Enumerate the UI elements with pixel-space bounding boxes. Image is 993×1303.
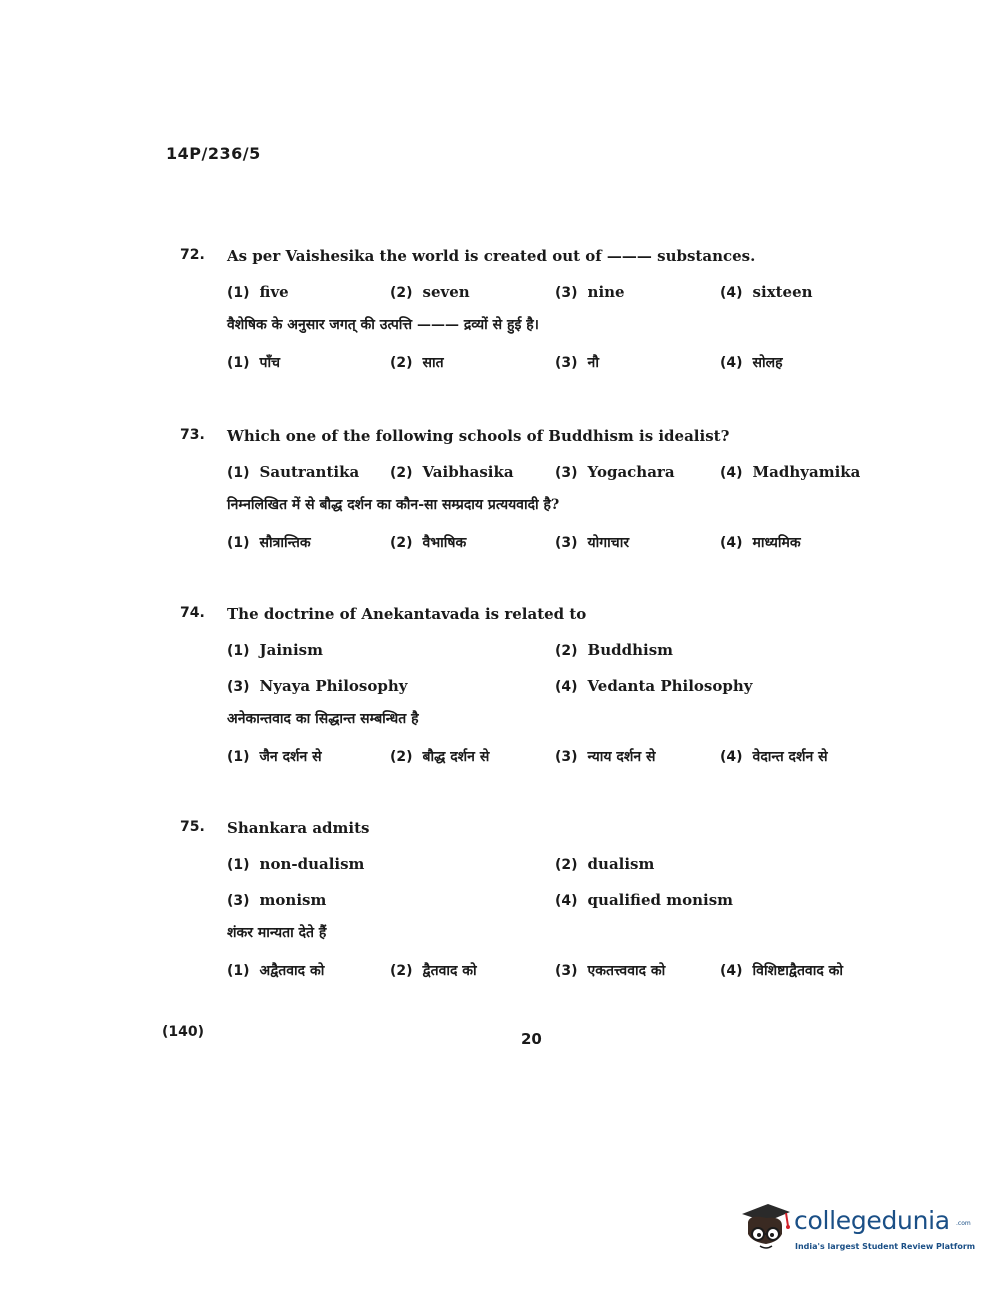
question-text-en: As per Vaishesika the world is created out of ——— substances. (227, 247, 756, 265)
question-text-hi: निम्नलिखित में से बौद्ध दर्शन का कौन-सा सम्प्रदाय प्रत्ययवादी है? (227, 497, 560, 513)
option-1: (1) non-dualism (227, 855, 365, 873)
option-4-hi: (4) वेदान्त दर्शन से (720, 749, 828, 765)
question-73 (180, 427, 880, 557)
question-text-hi-row (180, 709, 880, 733)
option-2: (2) Buddhism (555, 641, 674, 659)
option-2: (2) seven (390, 283, 470, 301)
brand-name: collegedunia (794, 1206, 950, 1235)
option-1: (1) Sautrantika (227, 463, 360, 481)
option-4-hi: (4) माध्यमिक (720, 535, 801, 551)
option-1-hi: (1) अद्वैतवाद को (227, 963, 325, 979)
question-text-hi: अनेकान्तवाद का सिद्धान्त सम्बन्धित है (227, 711, 419, 727)
options-hi (180, 353, 880, 377)
question-text-en: Shankara admits (227, 819, 370, 837)
option-1: (1) five (227, 283, 289, 301)
option-3-hi: (3) नौ (555, 355, 599, 371)
question-75 (180, 819, 880, 985)
brand-domain: .com (956, 1220, 971, 1227)
option-3: (3) Yogachara (555, 463, 675, 481)
option-2-hi: (2) द्वैतवाद को (390, 963, 477, 979)
question-text-hi: शंकर मान्यता देते हैं (227, 925, 327, 941)
options-hi (180, 747, 880, 771)
option-1-hi: (1) पाँच (227, 355, 281, 371)
option-3-hi: (3) एकतत्त्ववाद को (555, 963, 666, 979)
option-3: (3) monism (227, 891, 327, 909)
option-4: (4) qualified monism (555, 891, 734, 909)
option-4: (4) Madhyamika (720, 463, 861, 481)
question-number: 75. (180, 819, 205, 835)
option-4: (4) Vedanta Philosophy (555, 677, 753, 695)
options-en-row-1 (180, 641, 880, 665)
question-text-hi-row (180, 495, 880, 519)
option-2-hi: (2) बौद्ध दर्शन से (390, 749, 490, 765)
options-en-row-2 (180, 891, 880, 915)
options-hi (180, 961, 880, 985)
option-2: (2) Vaibhasika (390, 463, 514, 481)
question-74 (180, 605, 880, 771)
option-4-hi: (4) सोलह (720, 355, 783, 371)
question-number: 72. (180, 247, 205, 263)
option-3-hi: (3) योगाचार (555, 535, 630, 551)
options-en (180, 463, 880, 487)
question-number: 73. (180, 427, 205, 443)
question-72 (180, 247, 880, 377)
question-number: 74. (180, 605, 205, 621)
question-text-en: The doctrine of Anekantavada is related to (227, 605, 587, 623)
option-3-hi: (3) न्याय दर्शन से (555, 749, 656, 765)
option-1-hi: (1) सौत्रान्तिक (227, 535, 311, 551)
collegedunia-watermark (738, 1200, 976, 1260)
question-text-hi-row (180, 923, 880, 947)
option-2-hi: (2) सात (390, 355, 444, 371)
option-3: (3) Nyaya Philosophy (227, 677, 408, 695)
options-en-row-1 (180, 855, 880, 879)
option-2-hi: (2) वैभाषिक (390, 535, 467, 551)
question-text-hi: वैशेषिक के अनुसार जगत् की उत्पत्ति ——— द्रव्यों से हुई है। (227, 317, 539, 333)
options-en-row-2 (180, 677, 880, 701)
paper-code: 14P/236/5 (166, 144, 261, 163)
page-number: 20 (521, 1030, 542, 1048)
options-hi (180, 533, 880, 557)
footer-code: (140) (162, 1024, 205, 1040)
option-1-hi: (1) जैन दर्शन से (227, 749, 322, 765)
option-3: (3) nine (555, 283, 625, 301)
mascot-icon (738, 1200, 794, 1260)
option-4-hi: (4) विशिष्टाद्वैतवाद को (720, 963, 844, 979)
question-text-hi-row (180, 315, 880, 339)
options-en (180, 283, 880, 307)
question-text-en: Which one of the following schools of Buddhism is idealist? (227, 427, 730, 445)
option-2: (2) dualism (555, 855, 655, 873)
option-1: (1) Jainism (227, 641, 323, 659)
option-4: (4) sixteen (720, 283, 813, 301)
brand-tagline: India's largest Student Review Platform (795, 1242, 976, 1251)
